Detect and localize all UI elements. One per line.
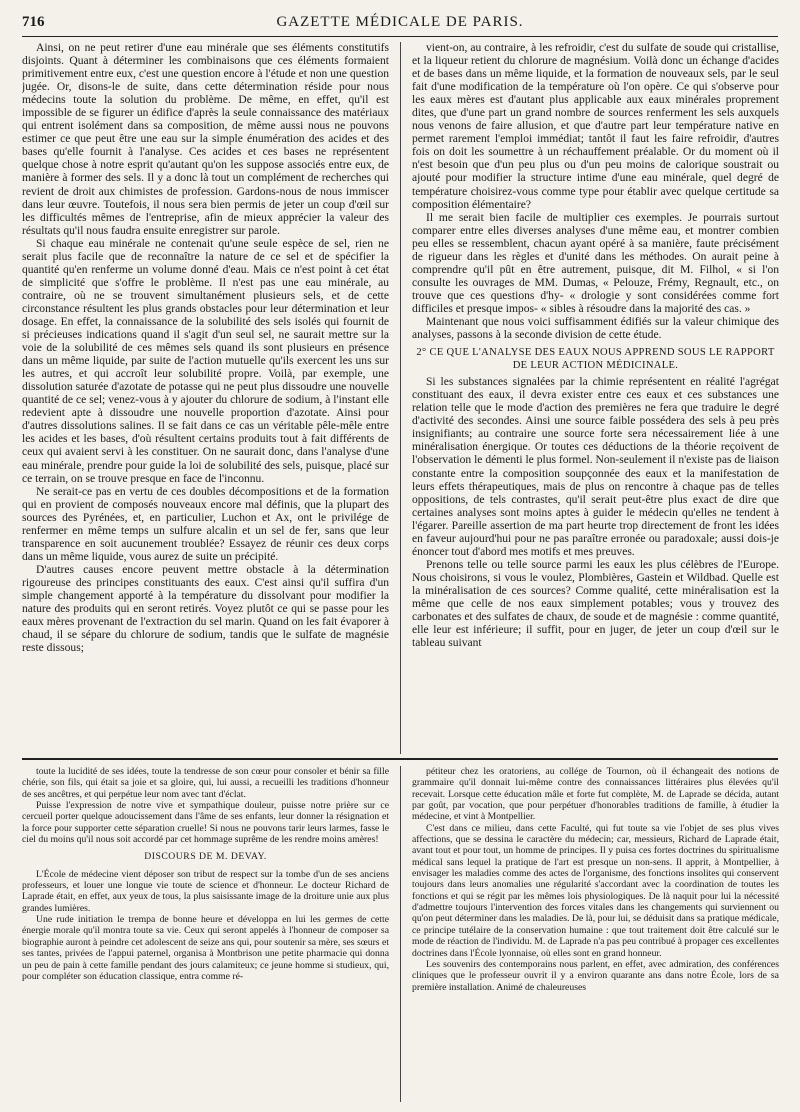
top-left-column [22, 42, 389, 754]
paragraph: Ne serait-ce pas en vertu de ces doubles décompositions et de la formation qui en provient de composés nouveaux encore mal définis, que la plupart des sources des Pyrénées, et, en particulier, Luchon et Ax, ont le privilége de renfermer en même temps un sulfure alcalin et un sel de fer, sans que leur transparence en soit aucunement troublée? Essayez de réunir ces deux corps dans un même liquide, vous aurez de suite un précipité. [22, 485, 389, 563]
paragraph: D'autres causes encore peuvent mettre obstacle à la détermination rigoureuse des principes constituants des eaux. C'est ainsi qu'il suffira d'un simple changement apporté à la température du dissolvant pour modifier la nature des produits qui en seront retirés. Voyez plutôt ce qui se passe pour les eaux mères provenant de l'extraction du sel marin. Quand on les fait évaporer à chaud, il se sépare du chlorure de sodium, tandis que le sulfate de magnésie reste dissous; [22, 563, 389, 655]
column-divider [400, 42, 401, 754]
paragraph: pétiteur chez les oratoriens, au collége de Tournon, où il échangeait des notions de grammaire qu'il donnait lui-même contre des connaissances littéraires plus élevées qu'il recevait. Lorsque cette éducation mâle et forte fut complète, M. de Laprade se décida, autant par goût, par vocation, que pour perpétuer d'honorables traditions de famille, à étudier la médecine, et vint à Montpellier. [412, 766, 779, 823]
section-heading-line: 2° CE QUE L'ANALYSE DES EAUX NOUS APPREND SOUS LE RAPPORT [416, 347, 775, 359]
section-heading-line: DE LEUR ACTION MÉDICINALE. [512, 360, 679, 372]
paragraph: Si chaque eau minérale ne contenait qu'une seule espèce de sel, rien ne serait plus facile que de reconnaître la nature de ce sel et de spécifier la quantité qu'en renferme un volume donné d'eau. Mais ce n'est point à cet état de simplicité que s'offre le problème. Il n'est pas une eau minérale, au contraire, où ne se trouvent simultanément plusieurs sels, et de cette circonstance résultent les plus grands obstacles pour leur détermination et leur dosage. En effet, la connaissance de la solubilité des sels isolés qui fournit de si précieuses indications quand il s'agit d'un seul sel, ne saurait mettre sur la voie de la solubilité de ces mêmes sels quand ils sont plusieurs en présence dans un même liquide, par suite de l'action mutuelle qu'ils exercent les uns sur les autres, et qui accroît leur solubilité propre. Voilà, par exemple, une dissolution saturée d'azotate de potasse qui ne peut plus dissoudre une nouvelle quantité de ce sel; venez-vous à y ajouter du chlorure de sodium, à l'instant elle redevient apte à dissoudre une nouvelle proportion d'azotate. Ainsi pour d'autres dissolutions salines. Il se fait dans ce cas un véritable pêle-mêle entre les acides et les bases, d'où résultent certains produits tout à fait différents de ceux qui avaient servi à les constituer. On ne saurait donc, dans l'analyse d'une eau minérale, prendre pour guide la loi de solubilité des sels, puisque, placé sur ce terrain, on se trouve presque en face de l'inconnu. [22, 237, 389, 485]
page-number: 716 [22, 14, 45, 30]
speech-heading: DISCOURS DE M. DEVAY. [144, 851, 267, 863]
paragraph: vient-on, au contraire, à les refroidir, c'est du sulfate de soude qui cristallise, et la liqueur retient du chlorure de magnésium. Voilà donc un échange d'acides et de bases dans un même liquide, et la formation de nouveaux sels, par le seul fait d'une modification de la température où l'on opère. Ce qui s'observe pour les eaux mères est d'autant plus applicable aux eaux minérales proprement dites, que d'une part un grand nombre de sources renferment les sels auxquels nous venons de faire allusion, et que d'autre part leur température native en permet rarement l'emploi immédiat; tantôt il faut les faire refroidir, d'autres fois on doit les soumettre à un réchauffement préalable. Or du moment où il n'est besoin que d'un peu plus ou d'un peu moins de calorique soustrait ou ajouté pour modifier la structure intime d'une eau minérale, quel degré de température choisirez-vous comme type pour établir avec quelque certitude sa composition élémentaire? [412, 42, 779, 211]
paragraph: Il me serait bien facile de multiplier ces exemples. Je pourrais surtout comparer entre elles diverses analyses d'une même eau, et montrer combien peu elles se ressemblent, chacun ayant opéré à sa manière, faute précisément de rigueur dans les règles et d'unité dans les méthodes. On aurait peine à comprendre qu'il pût en être autrement, puisque, dit M. Filhol, « si l'on consulte les ouvrages de MM. Dumas, « Pelouze, Frémy, Regnault, etc., on trouve que ces questions d'hy- « drologie y sont considérées comme fort difficiles et presque impos- « sibles à résoudre dans la majorité des cas. » [412, 211, 779, 315]
section-separator [22, 758, 778, 760]
bottom-left-column [22, 766, 389, 1102]
top-right-column [412, 42, 779, 754]
paragraph: Une rude initiation le trempa de bonne heure et développa en lui les germes de cette énergie morale qu'il montra toute sa vie. Ceux qui seront appelés à l'honneur de composer sa biographie auront à peindre cet adolescent de seize ans qui, pour soutenir sa mère, ses sœurs et ses tantes, privées de l'appui paternel, organisa à Montbrison une petite pharmacie qui donna un peu de pain à cette famille pendant des jours calamiteux; ce jeune homme si studieux, qui, pour compléter son éducation classique, entra comme ré- [22, 914, 389, 982]
paragraph: Si les substances signalées par la chimie représentent en réalité l'agrégat constituant des eaux, il devra exister entre ces eaux et ces substances une relation telle que le mode d'action des premières ne fera que traduire le degré d'activité des secondes. Ainsi une source faible possédera des sels à peu près insignifiants; au contraire une source forte sera nécessairement liée à une minéralisation énergique. Or toutes ces déductions de la théorie reçoivent de l'observation le démenti le plus formel. Non-seulement il n'existe pas de liaison constante entre la composition soupçonnée des eaux et la manifestation de leurs effets thérapeutiques, mais de plus on rencontre à chaque pas de telles oppositions, de tels contrastes, qu'il serait peut-être plus exact de dire que certaines analyses sont moins aptes à guider le médecin qu'elles ne tendent à l'égarer. Pareille assertion de ma part heurte trop directement de front les idées en faveur aujourd'hui pour ne pas paraître erronée ou paradoxale; aussi dois-je énoncer tout d'abord mes motifs et mes preuves. [412, 376, 779, 558]
paragraph: Prenons telle ou telle source parmi les eaux les plus célèbres de l'Europe. Nous choisirons, si vous le voulez, Plombières, Gastein et Wildbad. Quelle est la minéralisation de ces sources? Comme qualité, cette minéralisation est la même que celle de nos eaux simplement potables; vous y trouvez des carbonates et des sulfates de chaux, de soude et de magnésie : comme quantité, elle leur est inférieure; il suffit, pour en juger, de jeter un coup d'œil sur le tableau suivant [412, 558, 779, 650]
paragraph: Puisse l'expression de notre vive et sympathique douleur, puisse notre prière sur ce cercueil porter quelque adoucissement dans l'âme de ses enfants, leur donner la résignation et la force pour supporter cette séparation cruelle! Si nous ne pouvons tarir leurs larmes, fasse le ciel du moins qu'il nous soit accordé par cet hommage suprême de les rendre moins amères! [22, 800, 389, 846]
journal-title: GAZETTE MÉDICALE DE PARIS. [276, 14, 524, 30]
page-header [22, 12, 778, 37]
column-divider [400, 766, 401, 1102]
paragraph: Maintenant que nous voici suffisamment édifiés sur la valeur chimique des analyses, passons à la seconde division de cette étude. [412, 315, 779, 342]
paragraph: L'École de médecine vient déposer son tribut de respect sur la tombe d'un de ses anciens professeurs, et louer une longue vie toute de science et d'honneur. Le docteur Richard de Laprade était, en effet, aux yeux de tous, la plus saisissante image de la droiture unie aux plus grandes lumières. [22, 868, 389, 914]
paragraph: Les souvenirs des contemporains nous parlent, en effet, avec admiration, des conférences cliniques que le professeur ouvrit il y a environ quarante ans dans notre École, lors de sa première installation. Animé de chaleureuses [412, 958, 779, 993]
paragraph: C'est dans ce milieu, dans cette Faculté, qui fut toute sa vie l'objet de ses plus vives affections, que se dessina le caractère du médecin; car, messieurs, Richard de Laprade était, avant tout et pour tout, un homme de principes. Il y puisa ces fortes doctrines du spiritualisme médical sans lequel la pratique de l'art est presque un non-sens. Il apprit, à Montpellier, à envisager les maladies comme des actes de l'organisme, des fonctions insolites qui conservent toujours dans leurs anomalies une régularité s'accordant avec la coordination de toutes les fonctions et qui se régit par les mêmes lois physiologiques. De là naquit pour lui la nécessité d'admettre toujours l'intervention des forces vitales dans les changements qui surviennent ou qu'on peut déterminer dans les maladies. De là, pour lui, se déduisit dans sa pratique médicale, ce principe tutélaire de la conservation humaine : que tout traitement doit être calculé sur le mode de réaction de l'individu. M. de Laprade n'a pas peu contribué à propager ces excellentes doctrines dans l'École lyonnaise, où elles sont en grand honneur. [412, 822, 779, 959]
paragraph: Ainsi, on ne peut retirer d'une eau minérale que ses éléments constitutifs disjoints. Quant à déterminer les combinaisons que ces éléments formaient primitivement entre eux, c'est une question encore à l'étude et non une question jugée. Or, disons-le de suite, dans cette détermination réside pour nous médecins toute la solution du problème. De même, en effet, qu'il est impossible de se figurer un édifice d'après la seule connaissance des matériaux qui entrent isolément dans sa composition, de même aussi nous ne pouvons estimer ce que peut être une eau sur la simple énumération des acides et des bases qu'elle fournit à l'analyse. Ces acides et ces bases ne représentent quelque chose à notre esprit qu'autant qu'on les suppose associés entre eux, de manière à former des sels. Il y a donc là tout un complément de recherches qui revient de droit aux chimistes de profession. Gardons-nous de nous immiscer dans leur œuvre. Toutefois, il nous sera bien permis de jeter un coup d'œil sur les difficultés mêmes de l'entreprise, afin de mieux apprécier la valeur des résultats qu'il nous faudra ensuite enregistrer sur parole. [22, 42, 389, 237]
section-heading [412, 346, 779, 372]
paragraph: toute la lucidité de ses idées, toute la tendresse de son cœur pour consoler et bénir sa fille chérie, son fils, qui était sa joie et sa gloire, qui, lui aussi, a recueilli les traditions d'honneur de ses ancêtres, et qui perpétue leur nom avec tant d'éclat. [22, 766, 389, 800]
bottom-right-column [412, 766, 779, 1102]
